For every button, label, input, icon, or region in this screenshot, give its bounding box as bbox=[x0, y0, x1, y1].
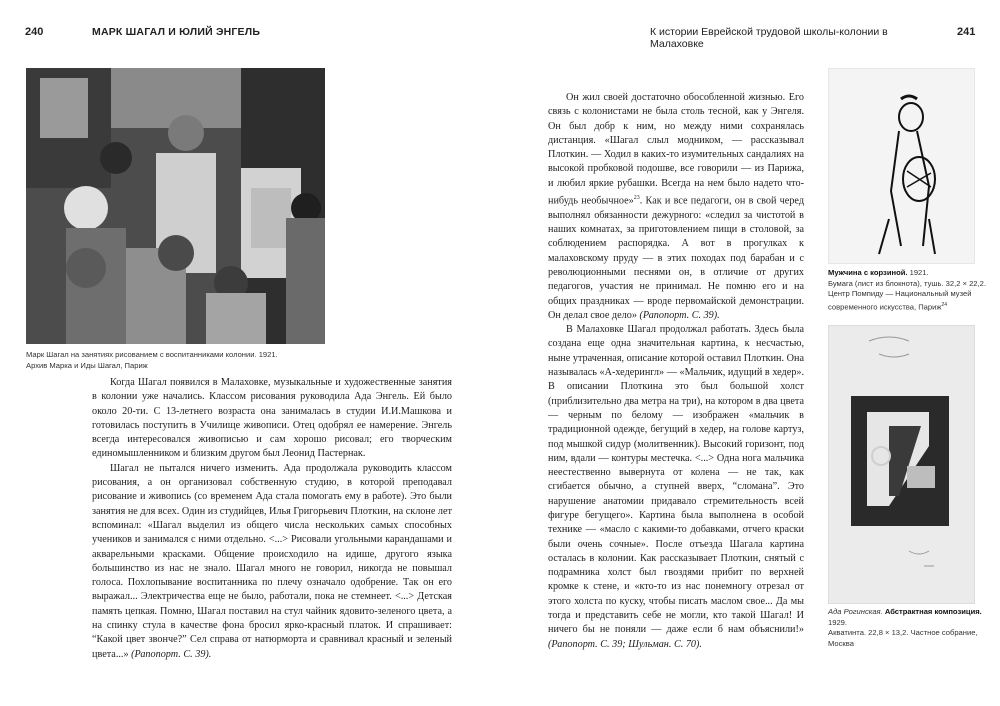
right-reference-3: Шульман. С. 70). bbox=[628, 638, 702, 650]
figure2-year: 1929. bbox=[828, 617, 848, 627]
figure1-caption-line3: Центр Помпиду — Национальный музей bbox=[828, 289, 972, 299]
figure2-caption-line2: Акватинта. 22,8 × 13,2. Частное собрание, Москва bbox=[828, 628, 978, 648]
photo-caption-line2: Архив Марка и Иды Шагал, Париж bbox=[26, 360, 148, 370]
left-paragraph-2-text: Шагал не пытался ничего изменить. Ада продолжала руководить классом рисования, а он организовал собственную студию, в которой преподавал рисование и живопись (со временем Ада стала помогать ему в работе). Это были занятия не для всех. Один из студийцев, Илья Григорьевич Плоткин, на склоне лет вспоминал: «Шагал выделил из общего числа нескольких самых способных учеников и занимался с ними отдельно. <...> Рисовали угольными карандашами и акварельными красками. Общение происходило на идише, другого языка большинство из нас не знало. Шагал много не говорил, никогда не повышал голоса. Похлопывание воспитанника по плечу означало одобрение. Так он его выражал... Электричества еще не было, работали, пока не стемнеет. <...> Детская память цепкая. Помню, Шагал поставил на стул чайник ядовито-зеленого цвета, а на спинку стула в качестве фона бросил ярко-красный платок. И спрашивает: “Какой цвет звонче?” Сел справа от натюрморта и сравнивал красный и зеленый цвета...» bbox=[92, 462, 452, 660]
left-page-number: 240 bbox=[25, 26, 44, 38]
left-running-title: МАРК ШАГАЛ И ЮЛИЙ ЭНГЕЛЬ bbox=[92, 26, 261, 38]
figure2-caption bbox=[828, 607, 990, 649]
right-reference-2: (Рапопорт. С. 39; bbox=[548, 638, 629, 650]
aquatint-print-icon bbox=[829, 326, 974, 603]
footnote-marker-23: 23 bbox=[633, 195, 640, 202]
right-paragraph-2-text: В Малаховке Шагал продолжал работать. Здесь была создана еще одна значительная картина, к несчастью, ныне утраченная, описание которой оставил Плоткин. Она называлась «А-хедерингл» — «Мальчик, идущий в хедер». В описании Плоткина это был большой холст (приблизительно два метра на три), на котором в два цвета — черным по белому — изображен «мальчик в традиционной одежде, бегущий в хедер, на голове картуз, под мышкой сидур (молитвенник). Высокий горизонт, под ним, вдали — контуры местечка. <...> Одна нога мальчика неестественно вывернута от колена — не так, как сгибается обычно, а ступней вверх, “сломана”. Это нарушение анатомии придавало стремительность всей фигуре бегущего». Картина была выполнена в особой технике — «масло с какими-то добавками, отчего краски были очень сочные». После отъезда Шагала картина осталась в колонии. Как рассказывает Плоткин, снятый с подрамника холст был гвоздями прибит по верхней кромке к стене, и «кто-то из нас понемногу отрезал от этого холста по куску, чтобы писать маслом свое... Да мы тогда и представить себе не могли, кто такой Шагал! И ничего бы не поняли — даже если б нам объяснили!» bbox=[548, 324, 804, 636]
man-with-basket-drawing bbox=[828, 68, 975, 264]
figure1-year: 1921. bbox=[907, 268, 929, 277]
chagall-class-photo bbox=[26, 68, 325, 344]
right-page-number: 241 bbox=[957, 26, 976, 38]
right-reference-1: (Рапопорт. С. 39). bbox=[639, 309, 720, 321]
figure1-title: Мужчина с корзиной. bbox=[828, 268, 908, 277]
photo-caption bbox=[26, 350, 346, 371]
right-paragraph-1-text: Он жил своей достаточно обособленной жизнью. Его связь с колонистами не была столь тесной, как у Энгеля. Он был добр к ним, но между ними сохранялась дистанция. «Шагал слыл модником, — рассказывал Плоткин. — Ходил в каких-то изумительных сандалиях на высокой пробковой подошве, все говорили — из Парижа, и любил яркие рубашки. Всегда на нем было надето что-нибудь необычное» bbox=[548, 92, 804, 207]
figure2-caption-line1 bbox=[828, 607, 990, 628]
right-running-title: К истории Еврейской трудовой школы-колонии в Малаховке bbox=[650, 26, 888, 50]
left-text-column bbox=[92, 376, 452, 662]
figure2-author: Ада Рогинская. bbox=[828, 607, 883, 616]
figure1-caption-line4 bbox=[828, 300, 990, 313]
ink-sketch-icon bbox=[829, 69, 974, 263]
figure1-caption-line4-text: современного искусства, Париж bbox=[828, 302, 942, 312]
right-paragraph-1 bbox=[548, 91, 804, 323]
figure1-caption bbox=[828, 268, 990, 313]
figure2-title: Абстрактная композиция. bbox=[882, 607, 982, 616]
left-paragraph-2 bbox=[92, 462, 452, 662]
abstract-composition-aquatint bbox=[828, 325, 975, 604]
right-text-column bbox=[548, 91, 804, 652]
left-reference: (Рапопорт. С. 39). bbox=[131, 648, 212, 660]
footnote-marker-24: 24 bbox=[941, 301, 947, 308]
figure1-caption-line2: Бумага (лист из блокнота), тушь. 32,2 × 22,2. bbox=[828, 278, 986, 288]
photo-caption-line1: Марк Шагал на занятиях рисованием с воспитанниками колонии. 1921. bbox=[26, 350, 278, 359]
figure1-caption-line1 bbox=[828, 268, 990, 279]
right-paragraph-2 bbox=[548, 323, 804, 652]
right-paragraph-1-cont: . Как и все педагоги, он в свой черед выполнял обязанности дежурного: «следил за чистотой в наших комнатах, за приготовлением пищи в столовой, за соблюдением распорядка. А вот в прогулках к малаховскому пруду — в этих походах под барабан и с революционными песнями он, в отличие от других педагогов, участия не принимал. Не помню его и на общих праздниках — вроде первомайской демонстрации. Он делал свое дело» bbox=[548, 195, 804, 321]
left-paragraph-1: Когда Шагал появился в Малаховке, музыкальные и художественные занятия в колонии уже начались. Классом рисования руководила Ада Энгель. Ей было около 20-ти. С 13-летнего возраста она занималась в студии И.И.Машкова и готовилась поступить в Училище живописи. Отец одобрял ее намерение. Энгель всегда интересовался живописью и сам хорошо рисовал; его творческим единомышленником и близким другом был Леонид Пастернак. bbox=[92, 377, 452, 460]
